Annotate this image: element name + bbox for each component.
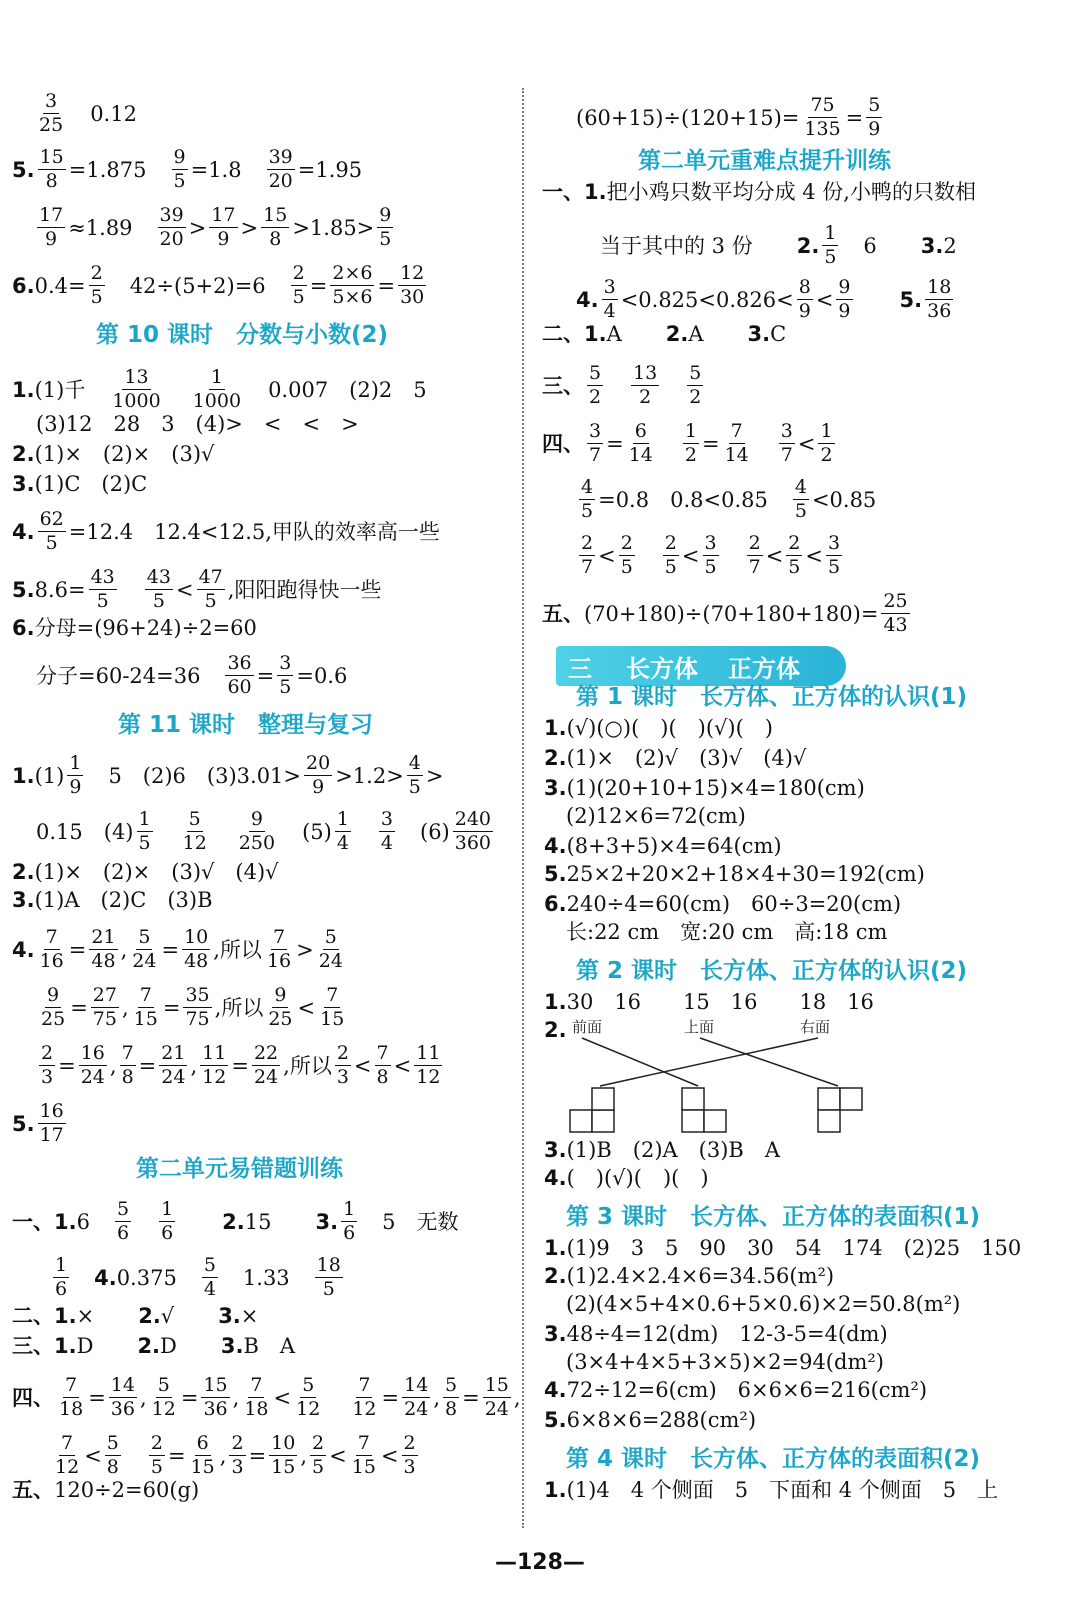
page-number: —128—	[495, 1550, 585, 1575]
left-line-17: 2. (1)× (2)× (3)√ (4)√	[12, 860, 279, 884]
right-line-28: 2. (1)2.4×2.4×6=34.56(m²)	[544, 1264, 835, 1288]
left-line-3: $\frac{17}{9}$ ≈1.89 39 20 > 17 9 > 15 8 >1.85> 9 5	[39, 204, 392, 250]
left-line-15: 1. (1) 1 9 5 (2)6 (3)3.01> 20 9 >1.2> 4 5 >	[12, 752, 444, 798]
left-line-29: 7 12 < 5 8 2 5 = 6 15 , 2 3 = 10 15 , 2 5 < 7 15 < 2 3	[55, 1432, 416, 1478]
heading-lesson-3: 第 3 课时 长方体、正方体的表面积(1)	[566, 1204, 981, 1230]
left-line-12: 6. 分母=(96+24)÷2=60	[12, 616, 257, 640]
right-line-19: 6. 240÷4=60(cm) 60÷3=20(cm)	[544, 892, 902, 916]
connector-top	[700, 1038, 838, 1086]
heading-lesson-4: 第 4 课时 长方体、正方体的表面积(2)	[566, 1446, 981, 1472]
right-line-29: (2)(4×5+4×0.6+5×0.6)×2=50.8(m²)	[566, 1292, 961, 1316]
left-line-20: 9 25 = 27 75 , 7 15 = 35 75 ,所以 9 25 < 7 15	[41, 984, 345, 1030]
left-line-19: 4. 7 16 = 21 48 , 5 24 = 10 48 ,所以 7 16 > 5 24	[12, 926, 343, 972]
left-line-6: 1. (1)千 13 1000 1 1000 0.007 (2)2 5	[12, 366, 427, 412]
heading-lesson-10: 第 10 课时 分数与小数(2)	[96, 322, 389, 348]
label-front: 前面	[572, 1018, 603, 1036]
left-line-1: 3 25 0.12	[39, 90, 137, 136]
right-line-20: 长:22 cm 宽:20 cm 高:18 cm	[566, 920, 888, 944]
right-line-14: 2. (1)× (2)√ (3)√ (4)√	[544, 746, 807, 770]
left-line-13: 分子=60-24=36 36 60 = $\frac{3}{5}$ =0.6	[36, 652, 348, 698]
view-figure-3	[818, 1088, 862, 1132]
right-line-15: 3. (1)(20+10+15)×4=180(cm)	[544, 776, 865, 800]
left-line-2: 5. $\frac{15}{8}$ =1.875 $\frac{9}{5}$ =1.8 $\frac{39}{20}$ =1.95	[12, 146, 363, 192]
right-line-31: (3×4+4×5+3×5)×2=94(dm²)	[566, 1350, 884, 1374]
left-line-24: 一、1. 6 5 6 1 6 2. 15 3. 1 6 5 无数	[12, 1198, 459, 1244]
right-line-6: 二、1. A 2. A 3. C	[542, 322, 787, 346]
right-line-23-num: 2.	[544, 1018, 567, 1042]
right-line-11: 五、 (70+180)÷(70+180+180)= $\frac{25}{43}$	[542, 590, 908, 636]
left-line-27: 三、1. D 2. D 3. B A	[12, 1334, 296, 1358]
right-line-13: 1. (√)(○)( )( )(√)( )	[544, 716, 773, 740]
right-line-17: 4. (8+3+5)×4=64(cm)	[544, 834, 782, 858]
right-line-27: 1. (1)9 3 5 90 30 54 174 (2)25 150	[544, 1236, 1022, 1260]
right-line-33: 5. 6×8×6=288(cm²)	[544, 1408, 757, 1432]
right-line-35: 1. (1)4 4 个侧面 5 下面和 4 个侧面 5 上	[544, 1478, 999, 1502]
column-divider	[522, 88, 524, 1528]
left-line-11: 5. 8.6= $\frac{43}{5}$ 43 5 < 47 5 ,阳阳跑得快一些	[12, 566, 382, 612]
right-line-32: 4. 72÷12=6(cm) 6×6×6=216(cm²)	[544, 1378, 928, 1402]
left-line-30: 五、 120÷2=60(g)	[12, 1478, 200, 1502]
left-line-21: 2 3 = 16 24 , 7 8 = 21 24 , 11 12 = 22 24 ,所以 2 3 < 7 8 < 11 12	[41, 1042, 441, 1088]
view-figure-1	[570, 1088, 614, 1132]
label-top: 上面	[684, 1018, 715, 1036]
left-line-22: 5. 16 17	[12, 1100, 64, 1146]
right-line-5: 4. 3 4 <0.825<0.826< 8 9 < 9 9 5. 18 36	[576, 276, 952, 322]
right-line-4: 当于其中的 3 份 2. 1 5 6 3. 2	[600, 222, 957, 268]
right-line-8: 四、 3 7 = 6 14 1 2 = 7 14 3 7 < 1 2	[542, 420, 833, 466]
right-line-18: 5. 25×2+20×2+18×4+30=192(cm)	[544, 862, 925, 886]
right-line-7: 三、 5 2 13 2 5 2	[542, 362, 702, 408]
left-line-9: 3. (1)C (2)C	[12, 472, 148, 496]
fraction: 3 25	[39, 90, 64, 136]
left-line-7: (3)12 28 3 (4)> < < >	[36, 412, 359, 436]
right-line-16: (2)12×6=72(cm)	[566, 804, 746, 828]
left-line-16: 0.15 (4) 1 5 5 12 9 250 (5) 1 4 3 4 (6) 240 360	[36, 808, 492, 854]
heading-lesson-1: 第 1 课时 长方体、正方体的认识(1)	[576, 684, 968, 710]
right-line-9: $\frac{4}{5}$ =0.8 0.8<0.85 4 5 <0.85	[581, 476, 877, 522]
left-line-10: 4. $\frac{62}{5}$ =12.4 12.4<12.5,甲队的效率高一些	[12, 508, 440, 554]
heading-lesson-2: 第 2 课时 长方体、正方体的认识(2)	[576, 958, 968, 984]
heading-key-training: 第二单元重难点提升训练	[638, 148, 891, 174]
heading-lesson-11: 第 11 课时 整理与复习	[118, 712, 374, 738]
left-line-26: 二、1. × 2. √ 3. ×	[12, 1304, 259, 1328]
left-line-8: 2. (1)× (2)× (3)√	[12, 442, 215, 466]
left-line-4: 6. 0.4= $\frac{2}{5}$ 42÷(5+2)=6 2 5 = 2×6 5×6 = 12 30	[12, 262, 425, 308]
heading-error-training: 第二单元易错题训练	[136, 1156, 343, 1182]
right-line-10: 2 7 < 2 5 2 5 < 3 5 2 7 < 2 5 < 3 5	[581, 532, 841, 578]
view-matching-diagram	[560, 1012, 880, 1136]
right-line-24: 3. (1)B (2)A (3)B A	[544, 1138, 781, 1162]
left-line-28: 四、 7 18 = 14 36 , 5 12 = 15 36 , 7 18 < 5 12 7 12 = 14 24 , 5 8 = 15 24 ,	[12, 1374, 521, 1420]
left-line-18: 3. (1)A (2)C (3)B	[12, 888, 213, 912]
right-line-30: 3. 48÷4=12(dm) 12-3-5=4(dm)	[544, 1322, 888, 1346]
right-line-3: 一、1. 把小鸡只数平均分成 4 份,小鸭的只数相	[542, 180, 976, 204]
right-line-1: (60+15)÷(120+15)= $\frac{75}{135}$ = 5 9	[576, 94, 881, 140]
view-figure-2	[682, 1088, 726, 1132]
unit-banner: 三 长方体 正方体	[556, 646, 846, 686]
connector-right	[600, 1038, 818, 1086]
label-right: 右面	[800, 1018, 831, 1036]
right-line-25: 4. ( )(√)( )( )	[544, 1166, 709, 1190]
right-line-22: 1. 30 16 15 16 18 16	[544, 990, 874, 1014]
left-line-25: 1 6 4. 0.375 5 4 1.33 18 5	[55, 1254, 341, 1300]
connector-front	[582, 1038, 698, 1086]
